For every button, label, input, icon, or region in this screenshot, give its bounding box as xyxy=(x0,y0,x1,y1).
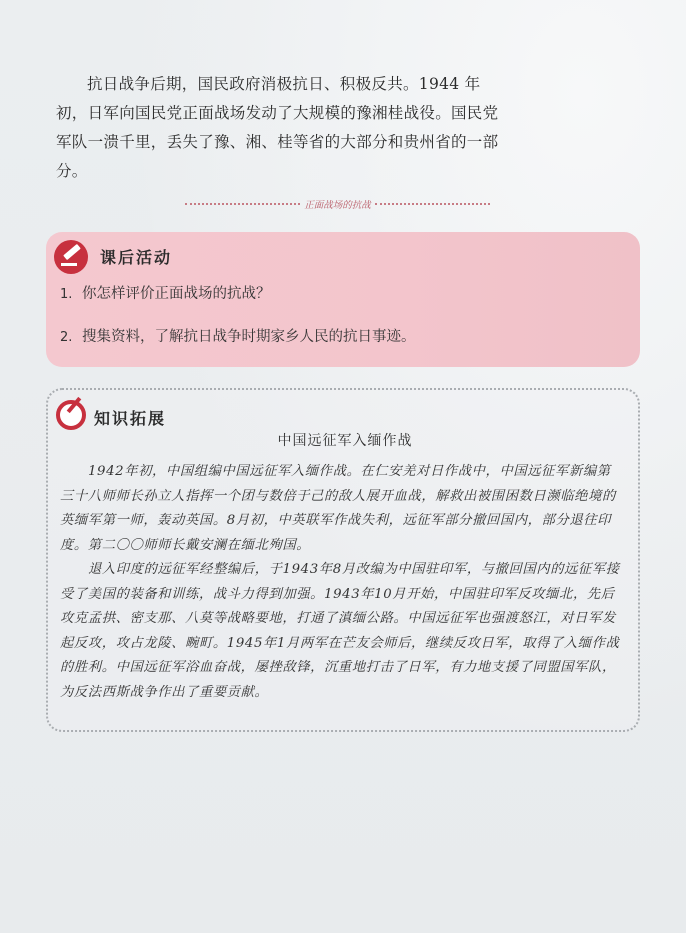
activity-item-number: 2. xyxy=(60,330,73,345)
knowledge-heading: 中国远征军入缅作战 xyxy=(277,433,413,449)
caption-dotted-line-right xyxy=(375,203,490,205)
caption-dotted-line-left xyxy=(185,203,300,205)
pencil-icon xyxy=(54,240,88,274)
activity-item-text: 搜集资料，了解抗日战争时期家乡人民的抗日事迹。 xyxy=(82,329,416,345)
activity-title: 课后活动 xyxy=(100,248,173,267)
target-arrow-icon xyxy=(56,400,86,430)
after-class-activity-box xyxy=(46,232,640,367)
section-caption xyxy=(185,196,490,212)
knowledge-paragraph: 1942年初，中国组编中国远征军入缅作战。在仁安羌对日作战中，中国远征军新编第三十八师师长孙立人指挥一个团与数倍于己的敌人展开血战，解救出被围困数日濒临绝境的英缅军第一师，轰动英国。8月初，中英联军作战失利，远征军部分撤回国内，部分退往印度。第二〇〇师师长戴安澜在缅北殉国。 xyxy=(60,464,616,553)
intro-paragraph: 抗日战争后期，国民政府消极抗日、积极反共。1944 年初，日军向国民党正面战场发动了大规模的豫湘桂战役。国民党军队一溃千里，丢失了豫、湘、桂等省的大部分和贵州省的一部分。 xyxy=(56,75,499,180)
caption-text: 正面战场的抗战 xyxy=(304,200,371,211)
knowledge-extension-box xyxy=(46,388,640,732)
knowledge-title: 知识拓展 xyxy=(94,409,167,428)
knowledge-paragraph: 退入印度的远征军经整编后，于1943年8月改编为中国驻印军，与撤回国内的远征军接受了美国的装备和训练，战斗力得到加强。1943年10月开始，中国驻印军反攻缅北，先后攻克孟拱、密支那、八莫等战略要地，打通了滇缅公路。中国远征军也强渡怒江，对日军发起反攻，攻占龙陵、畹町。1945年1月两军在芒友会师后，继续反攻日军，取得了入缅作战的胜利。中国远征军浴血奋战，屡挫敌锋，沉重地打击了日军，有力地支援了同盟国军队，为反法西斯战争作出了重要贡献。 xyxy=(60,562,620,700)
activity-item-text: 你怎样评价正面战场的抗战？ xyxy=(82,286,271,302)
activity-list xyxy=(60,284,620,370)
knowledge-body xyxy=(60,460,622,705)
activity-item xyxy=(60,327,620,348)
activity-item xyxy=(60,284,620,305)
activity-item-number: 1. xyxy=(60,287,73,302)
